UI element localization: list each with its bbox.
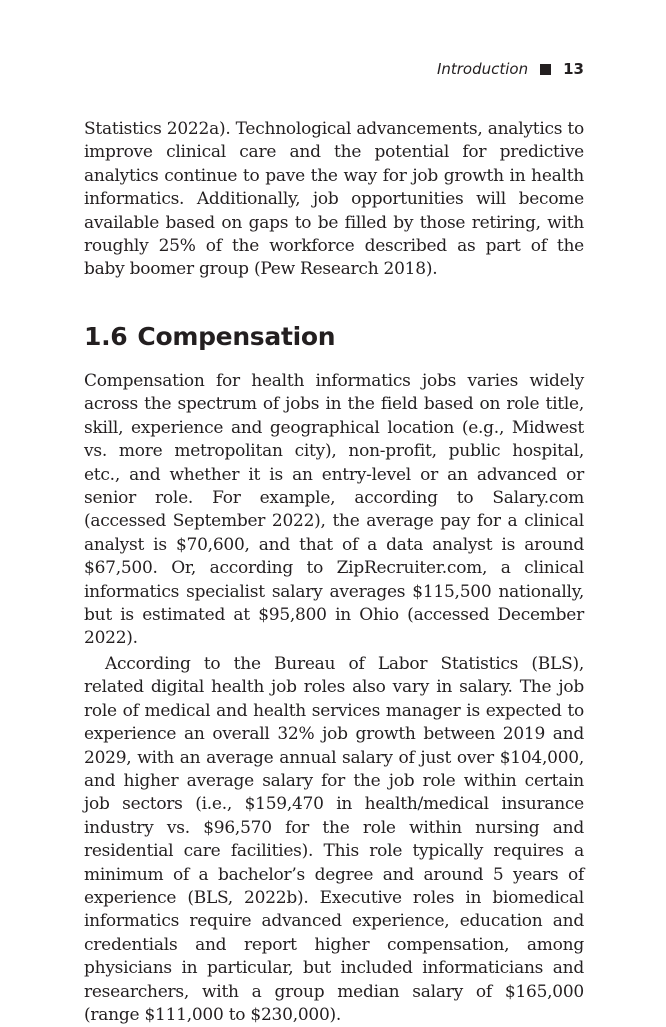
- section-heading: [84, 322, 335, 351]
- section-number: 1.6: [84, 322, 128, 351]
- paragraph: According to the Bureau of Labor Statistics (BLS), related digital health job roles also vary in salary. The job role of medical and health services manager is expected to experience an overall 32% job growth between 2019 and 2029, with an average annual salary of just over $104,000, and higher average salary for the job role within certain job sectors (i.e., $159,470 in health/medical insurance industry vs. $96,570 for the role within nursing and residential care facilities). This role typically requires a minimum of a bachelor’s degree and around 5 years of experience (BLS, 2022b). Executive roles in biomedical informatics require advanced experience, education and credentials and report higher compensation, among physicians in particular, but included informaticians and researchers, with a group median salary of $165,000 (range $111,000 to $230,000).: [84, 653, 584, 1025]
- running-head: [437, 60, 584, 78]
- intro-text-block: [84, 118, 584, 282]
- paragraph: Statistics 2022a). Technological advancements, analytics to improve clinical care and the potential for predictive analytics continue to pave the way for job growth in health informatics. Additionally, job opportunities will become available based on gaps to be filled by those retiring, with roughly 25% of the workforce described as part of the baby boomer group (Pew Research 2018).: [84, 119, 584, 280]
- paragraph: Compensation for health informatics jobs varies widely across the spectrum of jobs in the field based on role title, skill, experience and geographical location (e.g., Midwest vs. more metropolitan city), non-profit, public hospital, etc., and whether it is an entry-level or an advanced or senior role. For example, according to Salary.com (accessed September 2022), the average pay for a clinical analyst is $70,600, and that of a data analyst is around $67,500. Or, according to ZipRecruiter.com, a clinical informatics specialist salary averages $115,500 nationally, but is estimated at $95,800 in Ohio (accessed December 2022).: [84, 371, 584, 649]
- square-bullet-icon: [540, 64, 551, 75]
- section-title: Compensation: [137, 322, 336, 351]
- page-number: 13: [563, 60, 584, 78]
- running-head-section: Introduction: [436, 60, 529, 78]
- compensation-text-block: [84, 370, 584, 1027]
